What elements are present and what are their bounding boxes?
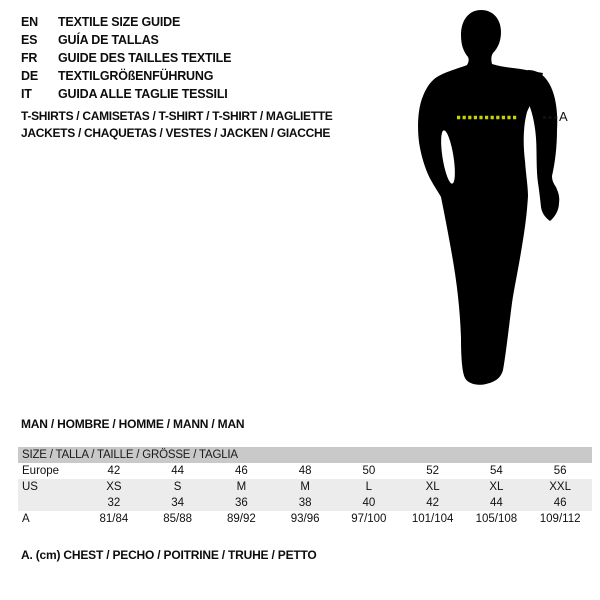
silhouette-body-shape: [418, 10, 543, 385]
man-silhouette: [390, 0, 600, 410]
table-row-europe: [18, 463, 592, 479]
table-cell: 44: [489, 497, 503, 509]
table-cell: 50: [362, 465, 376, 477]
table-cell: 38: [298, 497, 312, 509]
table-cell: 40: [362, 497, 376, 509]
row-label: US: [22, 481, 38, 493]
language-title: GUÍA DE TALLAS: [58, 33, 159, 47]
language-code: ES: [21, 33, 38, 47]
table-cell: 46: [234, 465, 248, 477]
language-title: TEXTILGRÖßENFÜHRUNG: [58, 69, 214, 83]
table-cell: 42: [107, 465, 121, 477]
language-list: [21, 13, 231, 103]
language-title: TEXTILE SIZE GUIDE: [58, 15, 181, 29]
table-cell: 32: [107, 497, 121, 509]
language-row-es: [21, 31, 231, 49]
category-line-jackets: JACKETS / CHAQUETAS / VESTES / JACKEN / GIACCHE: [21, 125, 331, 140]
measurement-a-label: A: [559, 109, 568, 124]
table-cell: L: [365, 481, 373, 493]
table-cell: 44: [171, 465, 185, 477]
language-title: GUIDE DES TAILLES TEXTILE: [58, 51, 232, 65]
table-row-uk: [18, 495, 592, 511]
language-code: FR: [21, 51, 38, 65]
table-cell: S: [173, 481, 182, 493]
table-cell: 56: [553, 465, 567, 477]
row-label: A: [22, 513, 30, 525]
language-code: IT: [21, 87, 32, 101]
language-code: EN: [21, 15, 38, 29]
table-cell: XL: [425, 481, 440, 493]
garment-category-lines: [21, 108, 333, 141]
table-cell: M: [300, 481, 310, 493]
language-row-de: [21, 67, 231, 85]
table-cell: 34: [171, 497, 185, 509]
table-cell: 101/104: [411, 513, 454, 525]
table-cell: 85/88: [163, 513, 193, 525]
gender-heading: MAN / HOMBRE / HOMME / MANN / MAN: [21, 417, 245, 431]
table-cell: XXL: [549, 481, 571, 493]
size-table: [18, 447, 592, 527]
table-cell: 97/100: [351, 513, 387, 525]
language-code: DE: [21, 69, 38, 83]
measurement-note: A. (cm) CHEST / PECHO / POITRINE / TRUHE / PETTO: [21, 548, 317, 562]
size-table-header: SIZE / TALLA / TAILLE / GRÖSSE / TAGLIA: [18, 447, 592, 463]
silhouette-right-arm-shape: [523, 70, 560, 221]
language-title: GUIDA ALLE TAGLIE TESSILI: [58, 87, 228, 101]
language-row-fr: [21, 49, 231, 67]
table-cell: 89/92: [226, 513, 256, 525]
table-cell: 46: [553, 497, 567, 509]
table-cell: 109/112: [539, 513, 581, 525]
table-row-us: [18, 479, 592, 495]
category-line-tshirts: T-SHIRTS / CAMISETAS / T-SHIRT / T-SHIRT / MAGLIETTE: [21, 109, 333, 123]
table-cell: M: [236, 481, 247, 493]
table-cell: 36: [234, 497, 248, 509]
table-cell: 42: [426, 497, 440, 509]
table-cell: XS: [106, 481, 122, 493]
row-label: Europe: [22, 465, 60, 477]
table-cell: 52: [426, 465, 440, 477]
table-cell: 105/108: [475, 513, 518, 525]
table-cell: 54: [489, 465, 503, 477]
table-row-chest-a: [18, 511, 592, 527]
row-label: [18, 495, 82, 511]
table-cell: XL: [489, 481, 504, 493]
table-cell: 93/96: [290, 513, 320, 525]
language-row-it: [21, 85, 231, 103]
table-cell: 48: [298, 465, 312, 477]
table-cell: 81/84: [99, 513, 129, 525]
man-silhouette-graphic: [390, 0, 600, 410]
language-row-en: [21, 13, 231, 31]
